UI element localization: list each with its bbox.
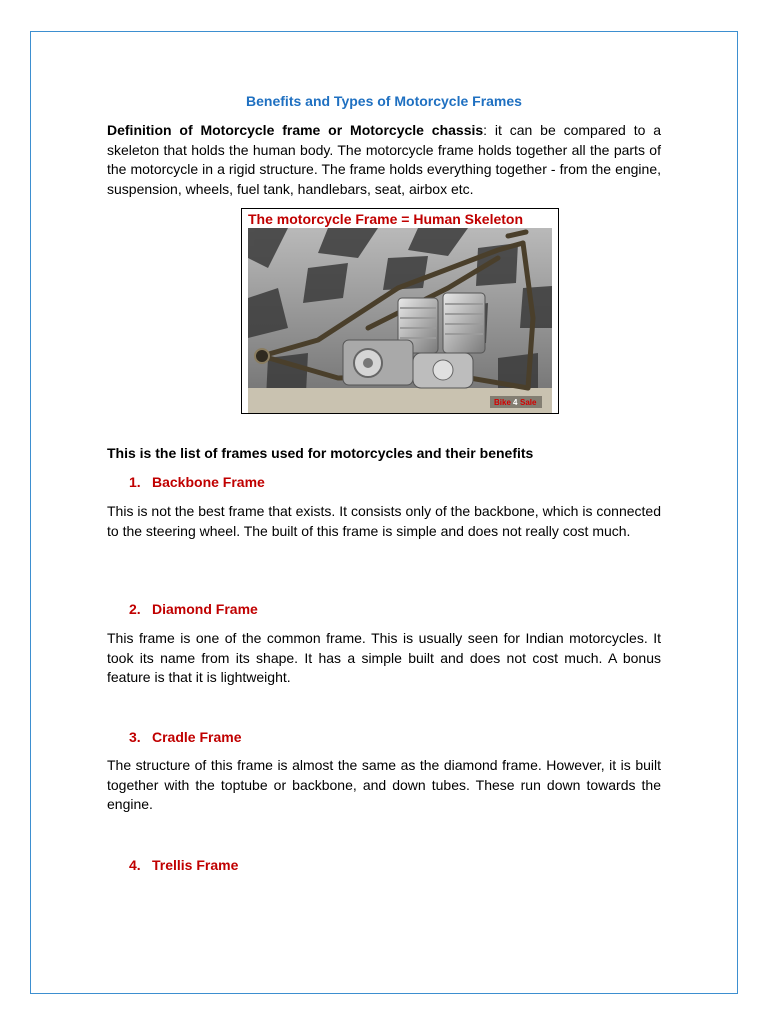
heading-number: 1. [129, 474, 141, 490]
heading-backbone-frame [129, 473, 265, 491]
document-title: Benefits and Types of Motorcycle Frames [246, 93, 522, 109]
definition-text: : it can be compared to a skeleton that holds the human body. The motorcycle frame holds together all the parts of the motorcycle in a rigid structure. The frame holds everything together - from the engine, suspension, wheels, fuel tank, handlebars, seat, airbox etc. [107, 122, 662, 197]
diamond-frame-paragraph: This frame is one of the common frame. This is usually seen for Indian motorcycles. It took its name from its shape. It has a simple built and does not cost much. A bonus feature is that it is lightweight. [107, 630, 661, 685]
motorcycle-frame-photo [248, 228, 552, 413]
definition-term: Definition of Motorcycle frame or Motorcycle chassis [107, 122, 484, 138]
heading-label: Backbone Frame [152, 474, 265, 490]
heading-diamond-frame [129, 600, 258, 618]
heading-number: 3. [129, 729, 141, 745]
watermark-bike: Bike [494, 398, 511, 407]
list-intro: This is the list of frames used for motorcycles and their benefits [107, 445, 534, 461]
heading-number: 4. [129, 857, 141, 873]
definition-paragraph [107, 121, 661, 199]
cradle-frame-paragraph: The structure of this frame is almost the same as the diamond frame. However, it is built together with the toptube or backbone, and down tubes. These run down towards the engine. [107, 757, 661, 812]
heading-cradle-frame [129, 728, 241, 746]
frame-figure [241, 208, 559, 414]
backbone-frame-paragraph: This is not the best frame that exists. It consists only of the backbone, which is connected to the steering wheel. The built of this frame is simple and does not really cost much. [107, 503, 661, 539]
figure-caption: The motorcycle Frame = Human Skeleton [248, 211, 524, 227]
heading-trellis-frame [129, 856, 238, 874]
heading-label: Cradle Frame [152, 729, 242, 745]
watermark-number: 4 [513, 398, 518, 407]
heading-number: 2. [129, 601, 141, 617]
watermark-sale: Sale [520, 398, 537, 407]
heading-label: Diamond Frame [152, 601, 258, 617]
heading-label: Trellis Frame [152, 857, 239, 873]
